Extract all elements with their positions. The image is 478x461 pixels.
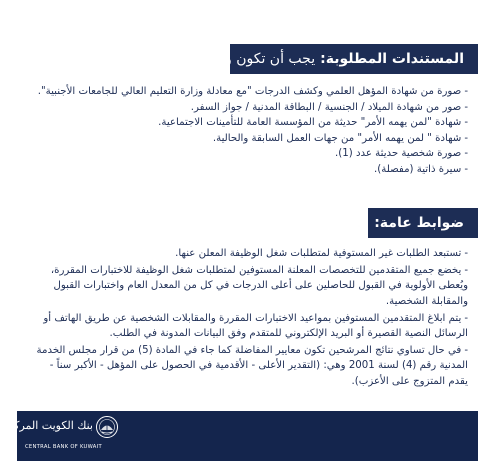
central-bank-logo	[0, 413, 120, 459]
logo-arabic-text: بنك الكويت المركزي	[0, 419, 93, 432]
list-item: -يخضع جميع المتقدمين للتخصصات المعلنة المستوفين لمتطلبات شغل الوظيفة للاختبارات المقررة، ويُعطى الأولوية في القبول للحاصلين على أعلى الدرجات في كل من المعدل العام واختبارات القبول والمقابلة الشخصية.	[50, 265, 468, 307]
list-item: -يتم ابلاغ المتقدمين المستوفين بمواعيد الاختبارات المقررة والمقابلات الشخصية عن طريق الهاتف أو الرسائل النصية القصيرة أو البريد الإلكتروني للمتقدم وفق البيانات المدونة في الطلب.	[43, 312, 468, 340]
list-item: -صورة شخصية حديثة عدد (1).	[335, 148, 468, 160]
general-rules-title: ضوابط عامة:	[374, 215, 464, 231]
list-item: -صورة من شهادة المؤهل العلمي وكشف الدرجات "مع معادلة وزارة التعليم العالي للجامعات الأجنبية".	[37, 86, 468, 97]
list-item: -صور من شهادة الميلاد / الجنسية / البطاقة المدنية / جواز السفر.	[190, 101, 468, 113]
logo-english-text: CENTRAL BANK OF KUWAIT	[25, 444, 102, 450]
required-documents-subtitle: يجب أن تكون واضحة	[192, 51, 316, 67]
general-rules-list	[27, 246, 468, 391]
list-item: -سيرة ذاتية (مفصلة).	[374, 163, 468, 175]
footer-bar	[0, 411, 478, 461]
list-item: -شهادة "لمن يهمه الأمر" حديثة من المؤسسة العامة للتأمينات الاجتماعية.	[158, 117, 468, 129]
list-item: -في حال تساوي نتائج المرشحين تكون معايير المفاضلة كما جاء في المادة (5) من قرار مجلس الخدمة المدنية رقم (4) لسنة 2001 وهي: (التقدير الأعلى - الأقدمية في الحصول على المؤهل - الأكبر سناً - يقدم المتزوج على الأعزب).	[36, 345, 468, 387]
required-documents-list	[27, 84, 468, 178]
list-item: -تستبعد الطلبات غير المستوفية لمتطلبات شغل الوظيفة المعلن عنها.	[175, 248, 468, 259]
general-rules-header	[368, 208, 478, 238]
central-bank-emblem-icon	[95, 415, 119, 439]
list-item: -شهادة " لمن يهمه الأمر" من جهات العمل السابقة والحالية.	[212, 132, 468, 144]
required-documents-header	[192, 44, 478, 74]
required-documents-title: المستندات المطلوبة:	[320, 51, 464, 67]
